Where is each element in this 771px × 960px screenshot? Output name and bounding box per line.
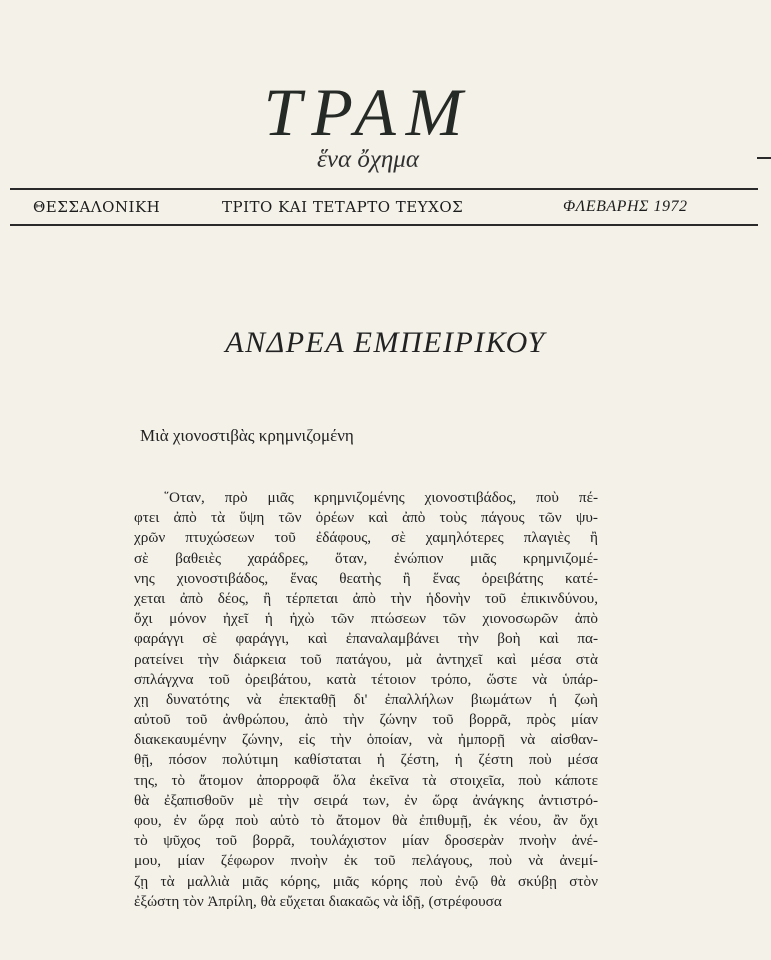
body-text-line: διακεκαυμένην ζώνην, εἰς τὴν ὁποίαν, νὰ ἠμπορῇ νὰ αἰσθαν- (134, 731, 598, 749)
body-text-line: φαράγγι σὲ φαράγγι, καὶ ἐπαναλαμβάνει τὴν βοὴ καὶ πα- (134, 630, 598, 648)
body-text-line: ῞Οταν, πρὸ μιᾶς κρημνιζομένης χιονοστιβάδος, ποὺ πέ- (164, 489, 598, 506)
body-text-line: ρατείνει τὴν διάρκεια τοῦ πατάγου, μὰ ἀντηχεῖ καὶ μέσα στὰ (134, 650, 598, 668)
body-text-line: χεται ἀπὸ δέος, ἢ τέρπεται ἀπὸ τὴν ἡδονὴν τοῦ ἐπικινδύνου, (134, 589, 598, 607)
body-text-line: σὲ βαθειὲς χαράδρες, ὅταν, ἐνώπιον μιᾶς κρημνιζομέ- (134, 549, 598, 567)
issue-number: ΤΡΙΤΟ ΚΑΙ ΤΕΤΑΡΤΟ ΤΕΥΧΟΣ (222, 198, 464, 216)
body-text-line: χρῶν πτυχώσεων τοῦ ἐδάφους, σὲ χαμηλότερες πλαγιὲς ἢ (134, 529, 598, 547)
body-text-line: αὐτοῦ τοῦ ἀνθρώπου, ἀπὸ τὴν ζώνην τοῦ βορρᾶ, πρὸς μίαν (134, 711, 598, 729)
body-text-line: χῃ δυνατότης νὰ ἐπεκταθῇ δι' ἐπαλλήλων βιωμάτων ἡ ζωὴ (134, 690, 598, 708)
margin-tick-mark (757, 157, 771, 159)
masthead-title: ΤΡΑΜ (263, 74, 473, 150)
header-rule-bottom (10, 224, 758, 226)
body-text-line: θὰ ἐξαπισθοῦν μὲ τὴν σειρά των, ἐν ὥρᾳ ἀνάγκης ἀντιστρό- (134, 791, 598, 809)
masthead-subtitle: ἕνα ὄχημα (317, 146, 419, 173)
issue-date: ΦΛΕΒΑΡΗΣ 1972 (563, 198, 688, 215)
body-text-line: ζῃ τὰ μαλλιὰ μιᾶς κόρης, μιᾶς κόρης ποὺ ἐνῷ θὰ σκύβῃ στὸν (134, 872, 598, 890)
article-body (134, 488, 598, 912)
body-text-line: σπλάγχνα τοῦ ὀρειβάτου, κατὰ τέτοιον τρόπο, ὥστε νὰ ὑπάρ- (134, 670, 598, 688)
body-text-line: τὸ ψῦχος τοῦ βορρᾶ, τουλάχιστον μίαν δροσερὰν πνοὴν ἀνέ- (134, 832, 598, 850)
body-text-line: ἐξώστη τὸν Ἀπρίλη, θὰ εὔχεται διακαῶς νὰ ἰδῇ, (στρέφουσα (134, 892, 502, 910)
body-text-line: φτει ἀπὸ τὰ ὕψη τῶν ὀρέων καὶ ἀπὸ τοὺς πάγους τῶν ψυ- (134, 509, 598, 527)
body-text-line: νης χιονοστιβάδος, ἕνας θεατὴς ἢ ἕνας ὀρειβάτης κατέ- (134, 569, 598, 587)
body-text-line: φου, ἐν ὥρᾳ ποὺ αὐτὸ τὸ ἄτομον θὰ ἐπιθυμῇ, ἐκ νέου, ἂν ὄχι (134, 812, 598, 829)
body-text-line: της, τὸ ἄτομον ἀπορροφᾶ ὅλα ἐκεῖνα τὰ στοιχεῖα, ποὺ κάποτε (134, 771, 598, 789)
header-rule-top (10, 188, 758, 190)
poem-title: Μιὰ χιονοστιβὰς κρημνιζομένη (140, 426, 354, 445)
issue-info-bar (0, 196, 771, 220)
body-text-line: μου, μίαν ζέφωρον πνοὴν ἐκ τοῦ πελάγους, ποὺ νὰ ἀνεμί- (134, 852, 598, 870)
issue-city: ΘΕΣΣΑΛΟΝΙΚΗ (33, 198, 161, 216)
body-text-line: θῇ, πόσον πολύτιμη καθίσταται ἡ ζέστη, ἡ ζέστη ποὺ μέσα (134, 751, 598, 769)
body-text-line: ὄχι μόνον ἠχεῖ ἡ ἠχὼ τῶν πτώσεων τῶν χιονοσωρῶν ἀπὸ (134, 610, 598, 628)
article-author: ΑΝΔΡΕΑ ΕΜΠΕΙΡΙΚΟΥ (225, 326, 546, 359)
